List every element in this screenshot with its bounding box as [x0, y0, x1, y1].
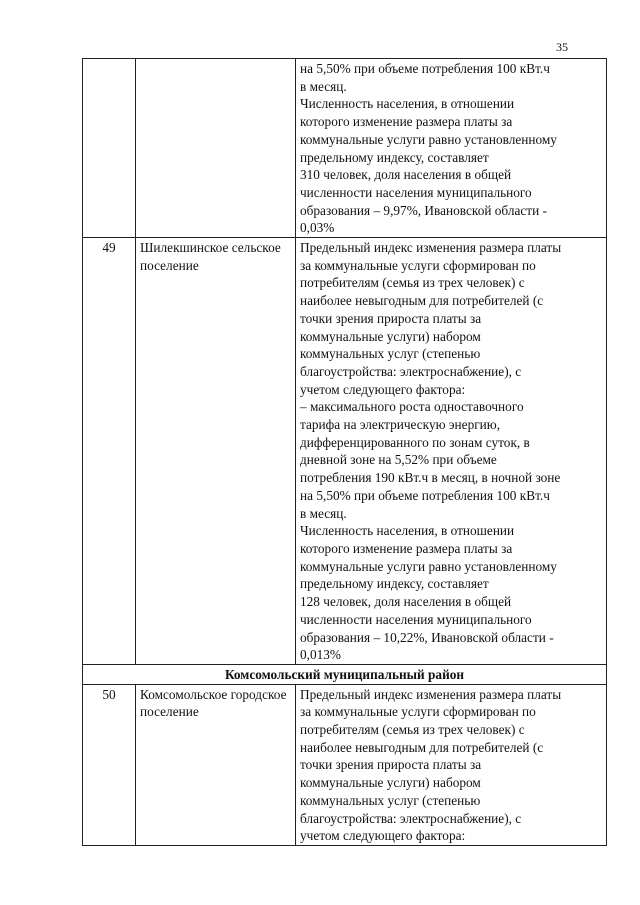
description-line: в месяц. [300, 505, 347, 521]
description-line: тарифа на электрическую энергию, [300, 417, 501, 433]
description-line: учетом следующего фактора: [300, 381, 466, 397]
description-line: образования – 10,22%, Ивановской области - [300, 629, 554, 645]
description-line: 0,013% [300, 647, 341, 663]
table-body [83, 59, 607, 846]
description-line: потребителям (семья из трех человек) с [300, 722, 525, 738]
tariff-table [82, 58, 607, 846]
description-line: предельному индексу, составляет [300, 576, 489, 592]
description-line: Численность населения, в отношении [300, 96, 515, 112]
description-line: коммунальные услуги равно установленному [300, 558, 557, 574]
description-line: коммунальных услуг (степенью [300, 792, 481, 808]
description-paragraph [300, 239, 602, 398]
description-line: коммунальные услуги) набором [300, 328, 481, 344]
region-header-row [83, 664, 607, 684]
description-line: Предельный индекс изменения размера платы [300, 240, 562, 256]
description-line: дневной зоне на 5,52% при объеме [300, 452, 497, 468]
description-line: благоустройства: электроснабжение), с [300, 363, 522, 379]
municipality-name: Комсомольское городское поселение [136, 684, 296, 845]
description-line: за коммунальные услуги сформирован по [300, 704, 536, 720]
description-paragraph [300, 95, 602, 237]
description-line: дифференцированного по зонам суток, в [300, 434, 530, 450]
description-paragraph [300, 686, 602, 845]
description-line: потребления 190 кВт.ч в месяц, в ночной зоне [300, 470, 561, 486]
index-description [296, 684, 607, 845]
row-number [83, 59, 136, 238]
description-line: точки зрения прироста платы за [300, 310, 482, 326]
description-paragraph [300, 522, 602, 664]
description-line: коммунальных услуг (степенью [300, 346, 481, 362]
municipality-name: Шилекшинское сельское поселение [136, 238, 296, 665]
description-line: коммунальные услуги) набором [300, 775, 481, 791]
region-title: Комсомольский муниципальный район [83, 664, 607, 684]
description-line: 310 человек, доля населения в общей [300, 167, 512, 183]
index-description [296, 238, 607, 665]
index-description [296, 59, 607, 238]
description-line: которого изменение размера платы за [300, 540, 513, 556]
table-row [83, 59, 607, 238]
description-line: численности населения муниципального [300, 184, 532, 200]
description-line: численности населения муниципального [300, 611, 532, 627]
description-line: – максимального роста одноставочного [300, 399, 524, 415]
description-line: Предельный индекс изменения размера платы [300, 686, 562, 702]
description-line: благоустройства: электроснабжение), с [300, 810, 522, 826]
description-line: потребителям (семья из трех человек) с [300, 275, 525, 291]
description-line: 0,03% [300, 220, 335, 236]
row-number: 50 [83, 684, 136, 845]
description-line: учетом следующего фактора: [300, 828, 466, 844]
description-line: точки зрения прироста платы за [300, 757, 482, 773]
description-line: наиболее невыгодным для потребителей (с [300, 293, 544, 309]
description-line: на 5,50% при объеме потребления 100 кВт.ч [300, 487, 550, 503]
description-line: предельному индексу, составляет [300, 149, 489, 165]
row-number: 49 [83, 238, 136, 665]
description-line: на 5,50% при объеме потребления 100 кВт.ч [300, 61, 550, 76]
page-number: 35 [556, 40, 568, 54]
description-line: 128 человек, доля населения в общей [300, 594, 512, 610]
description-line: наиболее невыгодным для потребителей (с [300, 739, 544, 755]
description-line: которого изменение размера платы за [300, 114, 513, 130]
description-paragraph [300, 398, 602, 522]
description-line: за коммунальные услуги сформирован по [300, 257, 536, 273]
description-line: образования – 9,97%, Ивановской области - [300, 202, 547, 218]
table-row [83, 684, 607, 845]
description-paragraph [300, 60, 602, 95]
table-row [83, 238, 607, 665]
description-line: Численность населения, в отношении [300, 523, 515, 539]
municipality-name [136, 59, 296, 238]
description-line: в месяц. [300, 78, 347, 94]
description-line: коммунальные услуги равно установленному [300, 131, 557, 147]
